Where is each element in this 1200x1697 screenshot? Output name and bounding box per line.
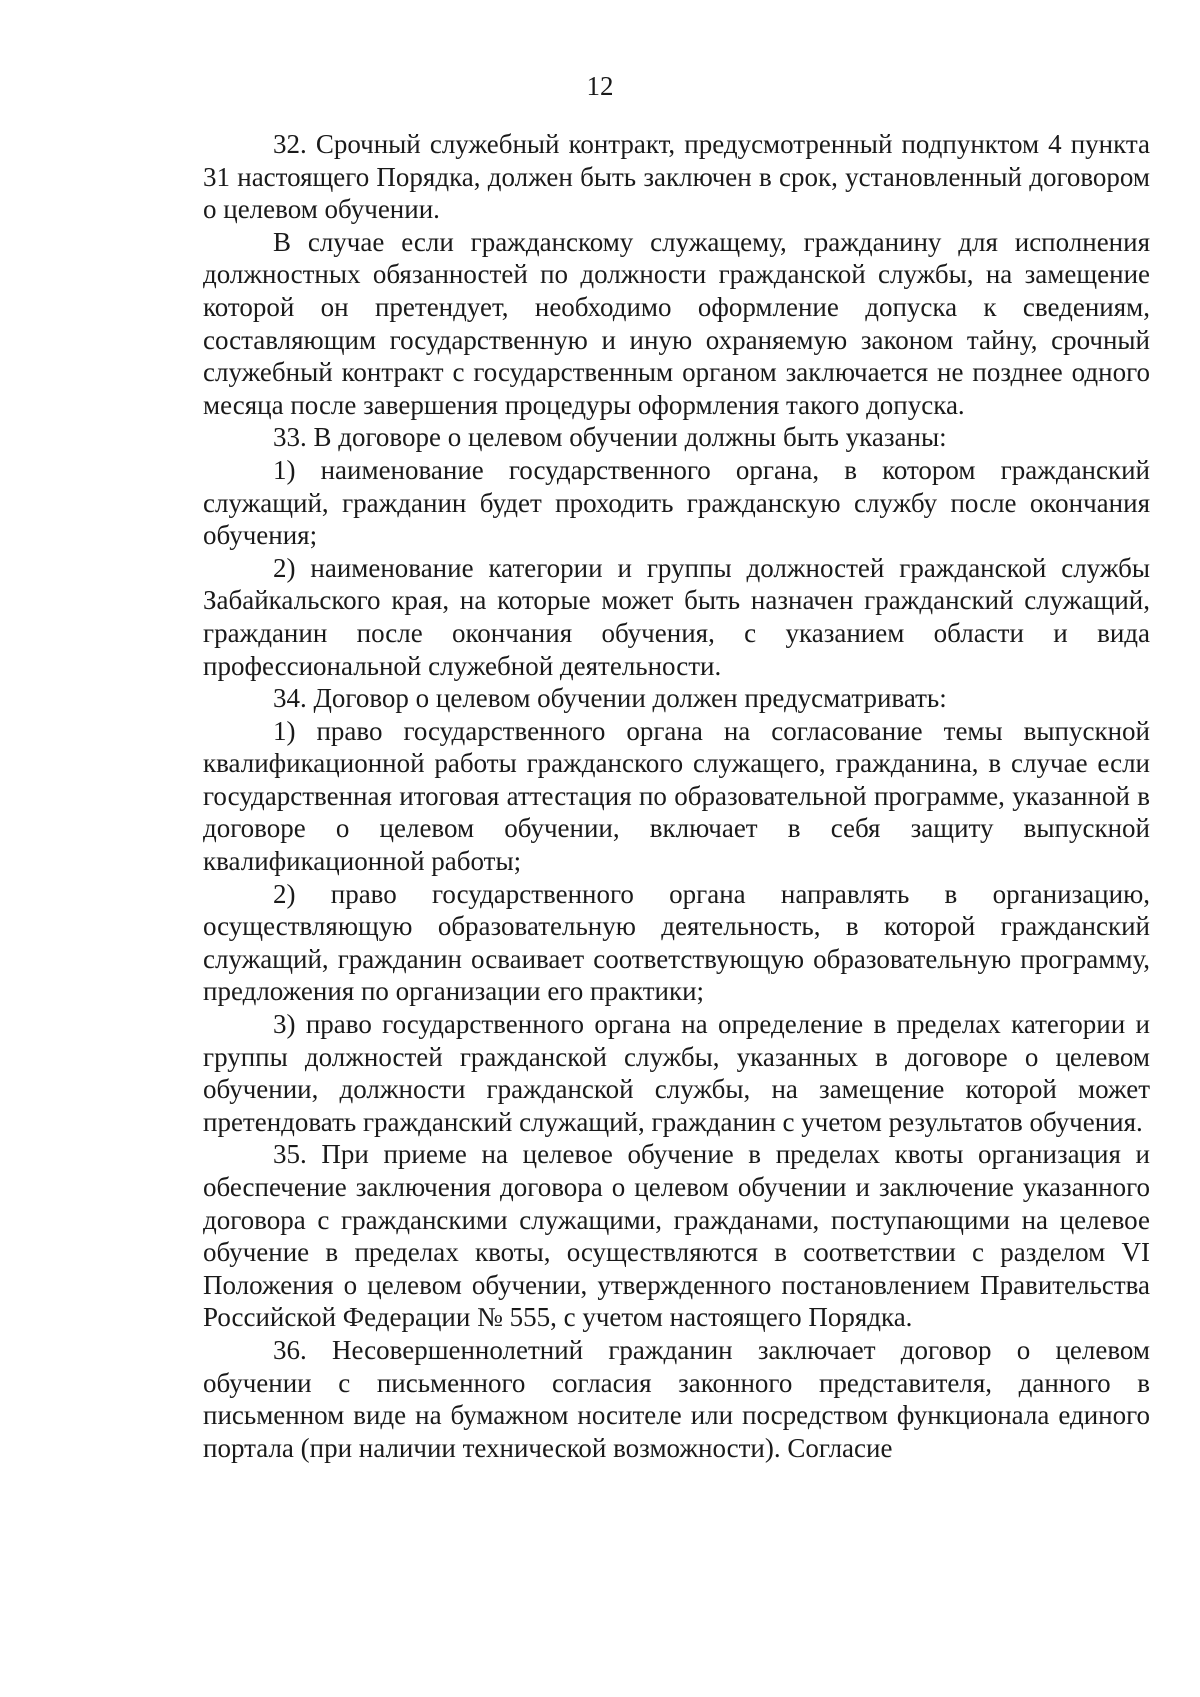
paragraph-34-item-2: 2) право государственного органа направлять в организацию, осуществляющую образовательную деятельность, в которой гражданский служащий, гражданин осваивает соответствующую образовательную программу, предложения по организации его практики; [203,878,1150,1007]
paragraph-32: 32. Срочный служебный контракт, предусмотренный подпунктом 4 пункта 31 настоящего Порядка, должен быть заключен в срок, установленный договором о целевом обучении. [203,129,1150,225]
paragraph-34: 34. Договор о целевом обучении должен предусматривать: [273,683,947,714]
paragraph-33-item-1: 1) наименование государственного органа, в котором гражданский служащий, гражданин будет проходить гражданскую службу после окончания обучения; [203,454,1150,551]
paragraph-34-item-3: 3) право государственного органа на определение в пределах категории и группы должностей гражданской службы, указанных в договоре о целевом обучении, должности гражданской службы, на замещение которой может претендовать гражданский служащий, гражданин с учетом результатов обучения. [203,1009,1150,1137]
document-body [203,128,1150,1464]
paragraph-34-item-1: 1) право государственного органа на согласование темы выпускной квалификационной работы гражданского служащего, гражданина, в случае если государственная итоговая аттестация по образовательной программе, указанной в договоре о целевом обучении, включает в себя защиту выпускной квалификационной работы; [203,715,1150,877]
paragraph-32-secrecy-clearance: В случае если гражданскому служащему, гражданину для исполнения должностных обязанностей по должности гражданской службы, на замещение которой он претендует, необходимо оформление допуска к сведениям, составляющим государственную и иную охраняемую законом тайну, срочный служебный контракт с государственным органом заключается не позднее одного месяца после завершения процедуры оформления такого допуска. [203,226,1150,420]
paragraph-33-item-2: 2) наименование категории и группы должностей гражданской службы Забайкальского края, на которые может быть назначен гражданский служащий, гражданин после окончания обучения, с указанием области и вида профессиональной служебной деятельности. [203,552,1150,681]
paragraph-35: 35. При приеме на целевое обучение в пределах квоты организация и обеспечение заключения договора о целевом обучении и заключение указанного договора с гражданскими служащими, гражданами, поступающими на целевое обучение в пределах квоты, осуществляются в соответствии с разделом VI Положения о целевом обучении, утвержденного постановлением Правительства Российской Федерации № 555, с учетом настоящего Порядка. [203,1139,1150,1333]
page-number: 12 [586,71,614,101]
paragraph-36: 36. Несовершеннолетний гражданин заключает договор о целевом обучении с письменного согласия законного представителя, данного в письменном виде на бумажном носителе или посредством функционала единого портала (при наличии технической возможности). Согласие [203,1334,1150,1463]
paragraph-33: 33. В договоре о целевом обучении должны быть указаны: [273,422,947,453]
